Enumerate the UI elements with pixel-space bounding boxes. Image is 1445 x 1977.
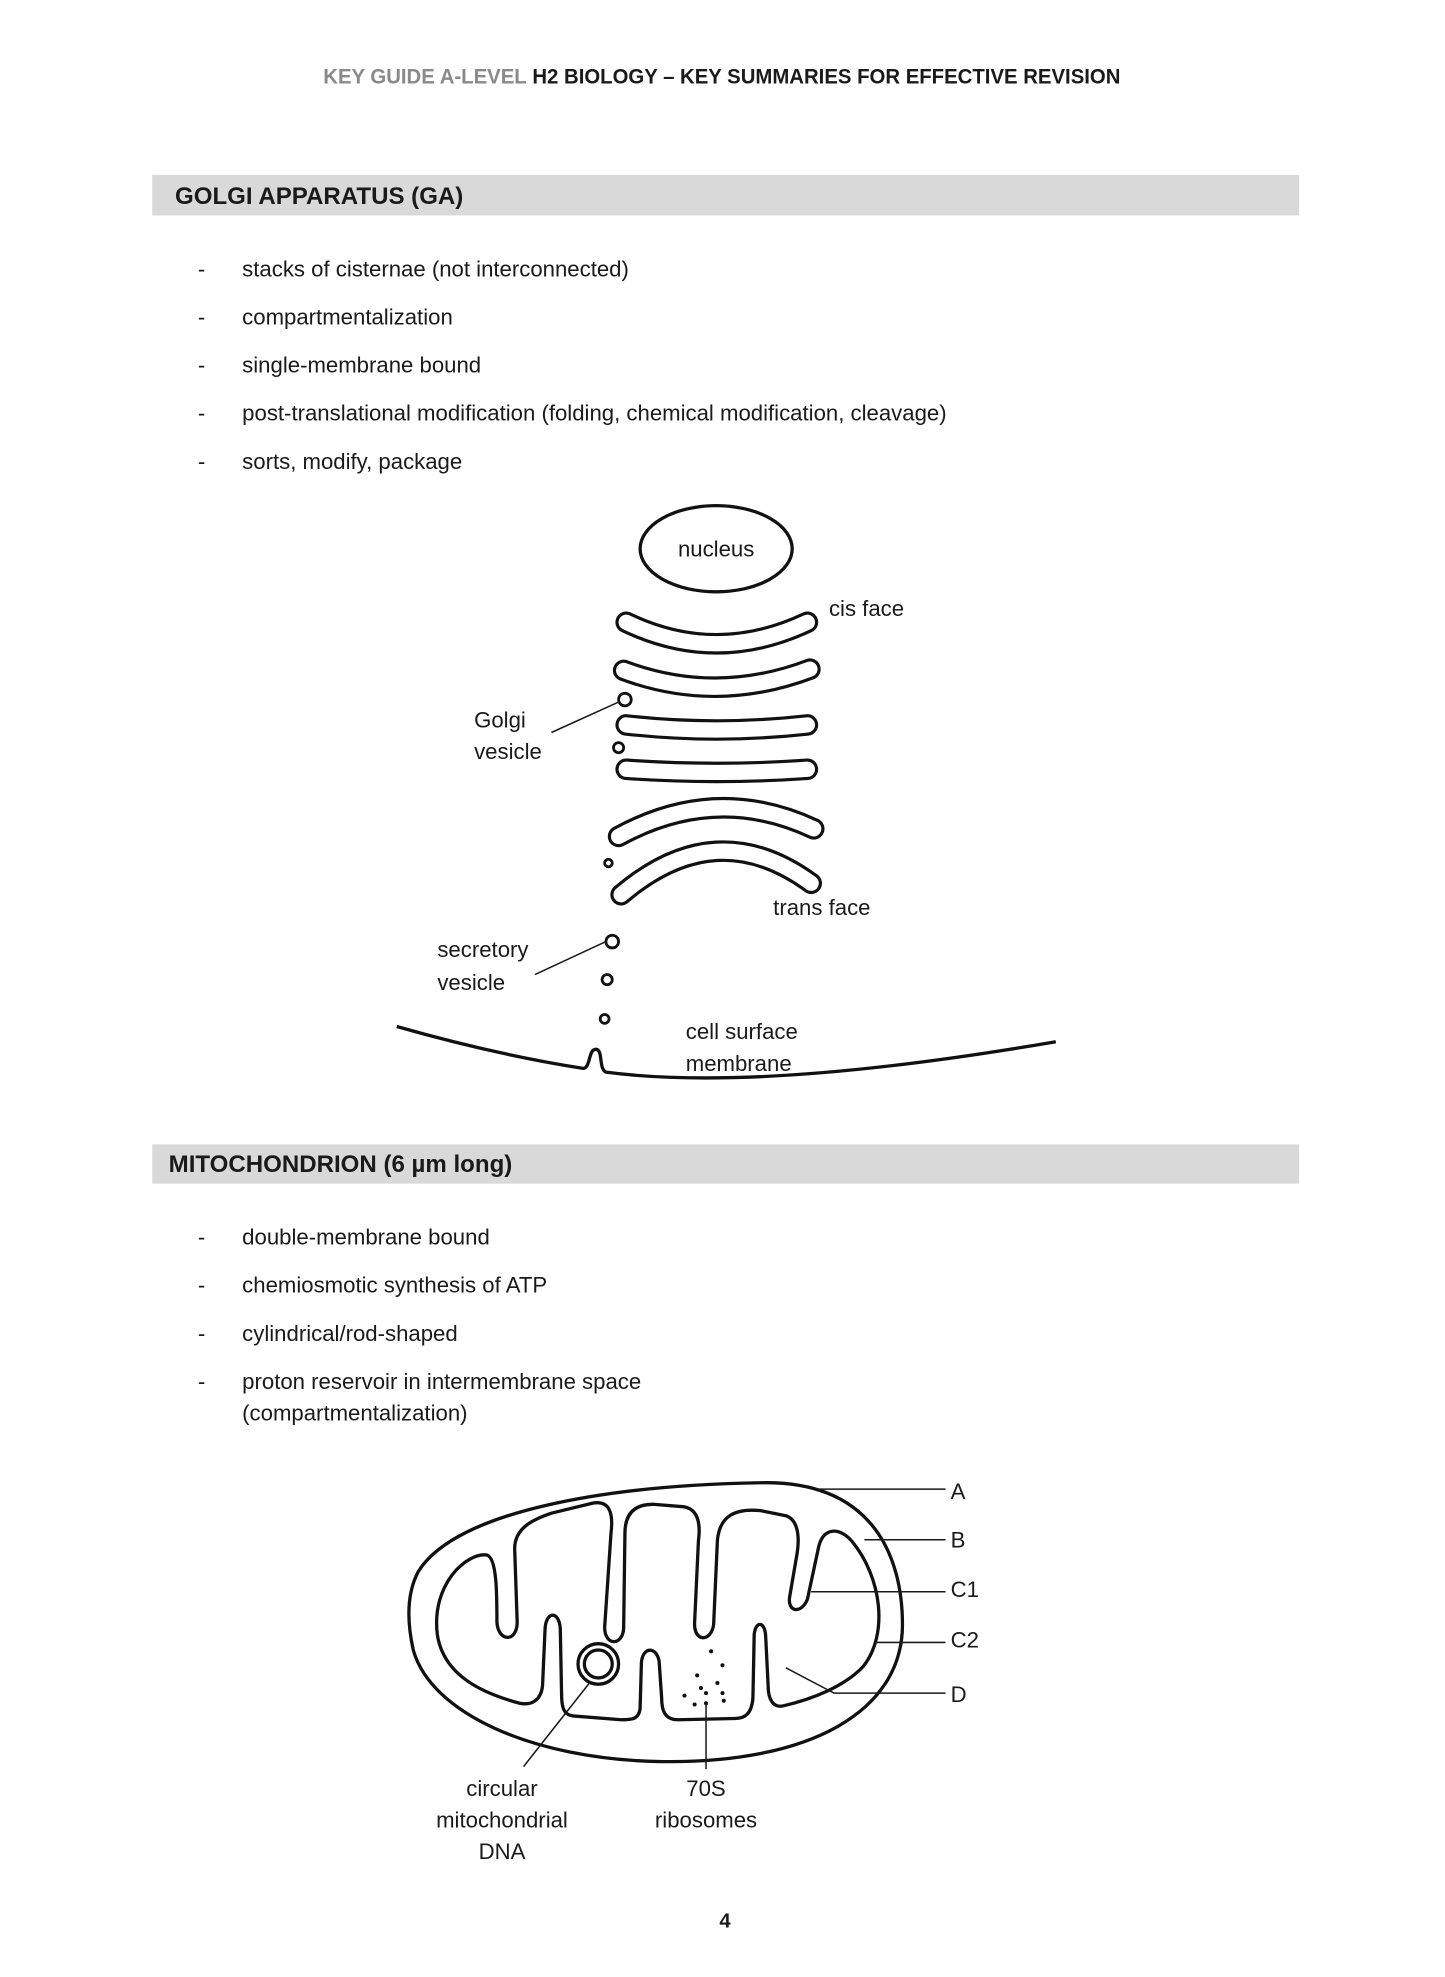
list-item: sorts, modify, package: [242, 448, 463, 474]
label-golgi-vesicle: Golgi: [474, 707, 526, 733]
ribosome-dots: [682, 1649, 725, 1706]
mitochondrion-diagram: [409, 1479, 979, 1864]
label-cell-surface-membrane: cell surface: [685, 1019, 798, 1045]
label-nucleus: nucleus: [677, 536, 755, 562]
list-item: cylindrical/rod-shaped: [242, 1320, 458, 1346]
label-b: B: [950, 1527, 966, 1553]
label-ribosomes: 70S: [686, 1775, 726, 1801]
section-title-golgi: GOLGI APPARATUS (GA): [175, 183, 464, 211]
label-golgi-vesicle: vesicle: [474, 739, 542, 765]
golgi-diagram: [397, 506, 1056, 1078]
label-secretory-vesicle: secretory: [437, 936, 529, 962]
bullet-marker: -: [197, 1272, 206, 1298]
bullet-marker: -: [197, 352, 206, 378]
label-dna: circular: [466, 1775, 538, 1801]
list-item: proton reservoir in intermembrane space: [242, 1368, 642, 1394]
label-cell-surface-membrane: membrane: [685, 1050, 792, 1076]
label-c1: C1: [950, 1576, 979, 1602]
bullet-marker: -: [197, 400, 206, 426]
golgi-bullets: [198, 256, 947, 474]
leader-line: [551, 702, 618, 732]
label-dna: mitochondrial: [436, 1807, 568, 1833]
page-number: 4: [719, 1910, 731, 1933]
leader-line: [535, 942, 606, 975]
bullet-marker: -: [197, 1368, 206, 1394]
label-trans-face: trans face: [773, 894, 871, 920]
label-ribosomes: ribosomes: [654, 1807, 758, 1833]
bullet-marker: -: [197, 304, 206, 330]
list-item: post-translational modification (folding, chemical modification, cleavage): [242, 400, 947, 426]
mitochondrion-bullets: [198, 1224, 641, 1425]
list-item: single-membrane bound: [242, 352, 482, 378]
label-d: D: [950, 1681, 967, 1707]
label-c2: C2: [950, 1627, 979, 1653]
header-title: H2 BIOLOGY – KEY SUMMARIES FOR EFFECTIVE REVISION: [532, 65, 1137, 89]
dna-ring-inner: [584, 1650, 612, 1678]
bullet-marker: -: [197, 448, 206, 474]
bullet-marker: -: [197, 1320, 206, 1346]
bullet-marker: -: [197, 256, 206, 282]
label-a: A: [950, 1479, 966, 1505]
outer-membrane: [409, 1483, 903, 1762]
label-secretory-vesicle: vesicle: [437, 969, 506, 995]
list-item: compartmentalization: [242, 304, 453, 330]
cisternae-stack: [619, 622, 814, 894]
label-dna: DNA: [478, 1839, 526, 1865]
inner-membrane-cristae: [437, 1503, 879, 1720]
bullet-marker: -: [197, 1224, 206, 1250]
header-series: KEY GUIDE A-LEVEL: [323, 65, 533, 89]
list-item: stacks of cisternae (not interconnected): [242, 256, 629, 282]
list-item: (compartmentalization): [242, 1400, 468, 1426]
list-item: double-membrane bound: [242, 1224, 490, 1250]
running-header: [323, 65, 1137, 89]
section-title-mitochondrion: MITOCHONDRION (6 µm long): [168, 1151, 513, 1179]
leader-lines: [524, 1489, 946, 1769]
label-cis-face: cis face: [828, 595, 905, 621]
list-item: chemiosmotic synthesis of ATP: [242, 1272, 548, 1298]
vesicles: [600, 693, 631, 1023]
